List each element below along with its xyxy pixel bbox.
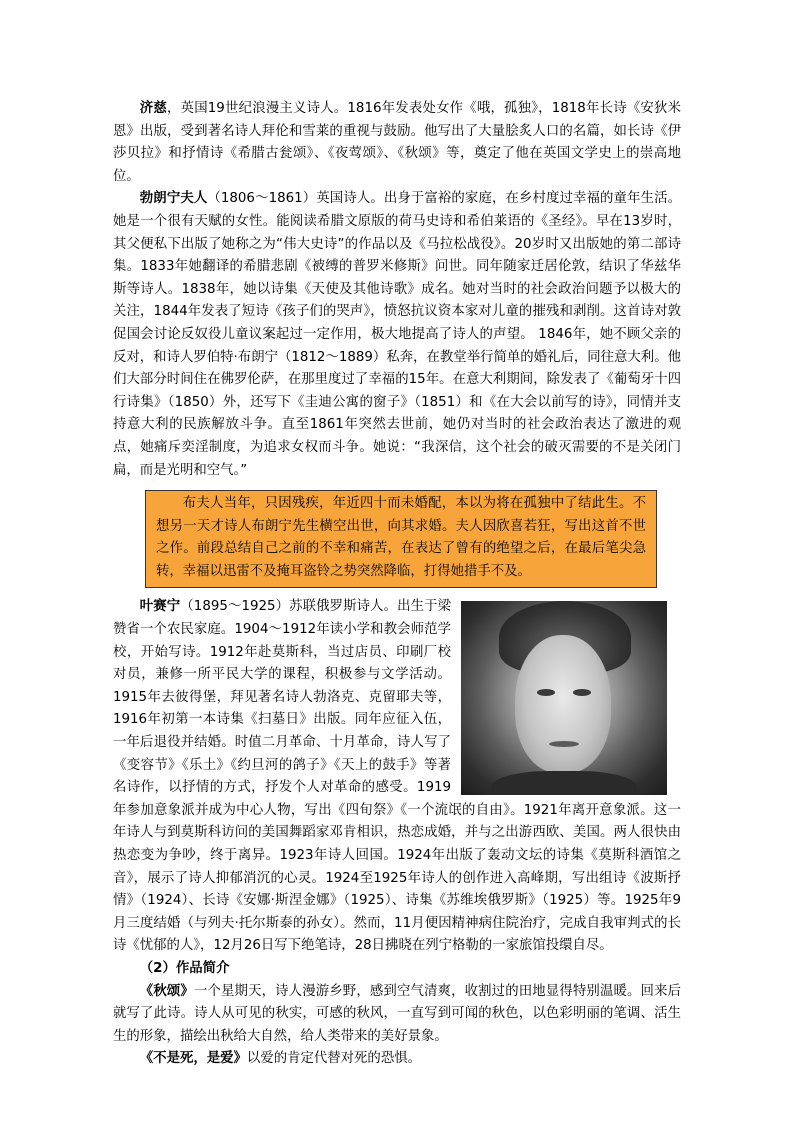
work-title-ode-to-autumn: 《秋颂》 [139, 983, 194, 999]
poet-name-keats: 济慈 [139, 101, 167, 116]
browning-bio-text: （1806～1861）英国诗人。出身于富裕的家庭，在乡村度过幸福的童年生活。她是一个很有天赋的女性。能阅读希腊文原版的荷马史诗和希伯莱语的《圣经》。早在13岁时，其父便私下出版了她称之为“伟大史诗”的作品以及《马拉松战役》。20岁时又出版她的第二部诗集。1833年她翻译的希腊悲剧《被缚的普罗米修斯》问世。同年随家迁居伦敦，结识了华兹华斯等诗人。1838年，她以诗集《天使及其他诗歌》成名。她对当时的社会政治问题予以极大的关注，1844年发表了短诗《孩子们的哭声》，愤怒抗议资本家对儿童的摧残和剥削。这首诗对敦促国会讨论反奴役儿童议案起过一定作用，极大地提高了诗人的声望。 1846年，她不顾父亲的反对，和诗人罗伯特·布朗宁（1812～1889）私奔，在教堂举行简单的婚礼后，同往意大利。他们大部分时间住在佛罗伦萨，在那里度过了幸福的15年。在意大利期间，除发表了《葡萄牙十四行诗集》（1850）外，还写下《圭迪公寓的窗子》（1851）和《在大会以前写的诗》，同情并支持意大利的民族解放斗争。直至1861年突然去世前，她仍对当时的社会政治表达了激进的观点，她痛斥奕淫制度，为追求女权而斗争。她说：“我深信，这个社会的破灭需要的不是关闭门扁，而是光明和空气。” [113, 191, 681, 478]
document-page [113, 98, 681, 1071]
paragraph-ode-to-autumn [113, 981, 681, 1049]
commentary-callout-box [145, 490, 657, 588]
ode-to-autumn-text: 一个星期天，诗人漫游乡野，感到空气清爽，收割过的田地显得特别温暖。回来后就写了此诗。诗人从可见的秋实，可感的秋风，一直写到可闻的秋色，以色彩明丽的笔调、活生生的形象，描绘出秋给大自然，给人类带来的美好景象。 [113, 983, 682, 1044]
work-title-not-death-but-love: 《不是死，是爱》 [139, 1051, 247, 1067]
portrait-collar [491, 771, 637, 795]
paragraph-yesenin [113, 596, 681, 958]
poet-name-browning: 勃朗宁夫人 [139, 191, 208, 207]
paragraph-browning [113, 188, 681, 482]
poet-name-yesenin: 叶赛宁 [139, 599, 181, 615]
yesenin-portrait-photo [461, 601, 667, 795]
yesenin-bio-text: （1895～1925）苏联俄罗斯诗人。出生于梁赞省一个农民家庭。1904～1912年读小学和教会师范学校，开始写诗。1912年赴莫斯科，当过店员、印刷厂校对员，兼修一所平民大学的课程，积极参与文学活动。1915年去彼得堡，拜见著名诗人勃洛克、克留耶夫等，1916年初第一本诗集《扫墓日》出版。同年应征入伍，一年后退役并结婚。时值二月革命、十月革命，诗人写了《变容节》《乐土》《约旦河的鸽子》《天上的鼓手》等著名诗作，以抒情的方式，抒发个人对革命的感受。1919年参加意象派并成为中心人物，写出《四旬祭》《一个流氓的自由》。1921年离开意象派。这一年诗人与到莫斯科访问的美国舞蹈家邓肯相识，热恋成婚，并与之出游西欧、美国。两人很快由热恋变为争吵，终于离异。1923年诗人回国。1924年出版了轰动文坛的诗集《莫斯科酒馆之音》，展示了诗人抑郁消沉的心灵。1924至1925年诗人的创作进入高峰期，写出组诗《波斯抒情》（1924）、长诗《安娜·斯涅金娜》（1925）、诗集《苏维埃俄罗斯》（1925）等。1925年9月三度结婚（与列夫·托尔斯泰的孙女）。然而，11月便因精神病住院治疗，完成自我审判式的长诗《忧郁的人》，12月26日写下绝笔诗，28日拂晓在列宁格勒的一家旅馆投缳自尽。 [113, 599, 681, 954]
paragraph-keats [113, 98, 681, 188]
paragraph-not-death-but-love [113, 1048, 681, 1071]
not-death-but-love-text: 以爱的肯定代替对死的恐惧。 [246, 1051, 421, 1067]
section-heading-works: （2）作品简介 [139, 960, 230, 976]
callout-text: 布夫人当年，只因残疾，年近四十而未婚配，本以为将在孤独中了结此生。不想另一天才诗人布朗宁先生横空出世，向其求婚。夫人因欣喜若狂，写出这首不世之作。前段总结自己之前的不幸和痛苦，在表达了曾有的绝望之后，在最后笔尖急转，幸福以迅雷不及掩耳盗铃之势突然降临，打得她措手不及。 [156, 496, 646, 579]
keats-bio-text: ，英国19世纪浪漫主义诗人。1816年发表处女作《哦，孤独》，1818年长诗《安狄米恩》出版，受到著名诗人拜伦和雪莱的重视与鼓励。他写出了大量脍炙人口的名篇，如长诗《伊莎贝拉》和抒情诗《希腊古瓮颂》、《夜莺颂》、《秋颂》等，奠定了他在英国文学史上的崇高地位。 [113, 101, 682, 184]
portrait-face [515, 635, 611, 773]
